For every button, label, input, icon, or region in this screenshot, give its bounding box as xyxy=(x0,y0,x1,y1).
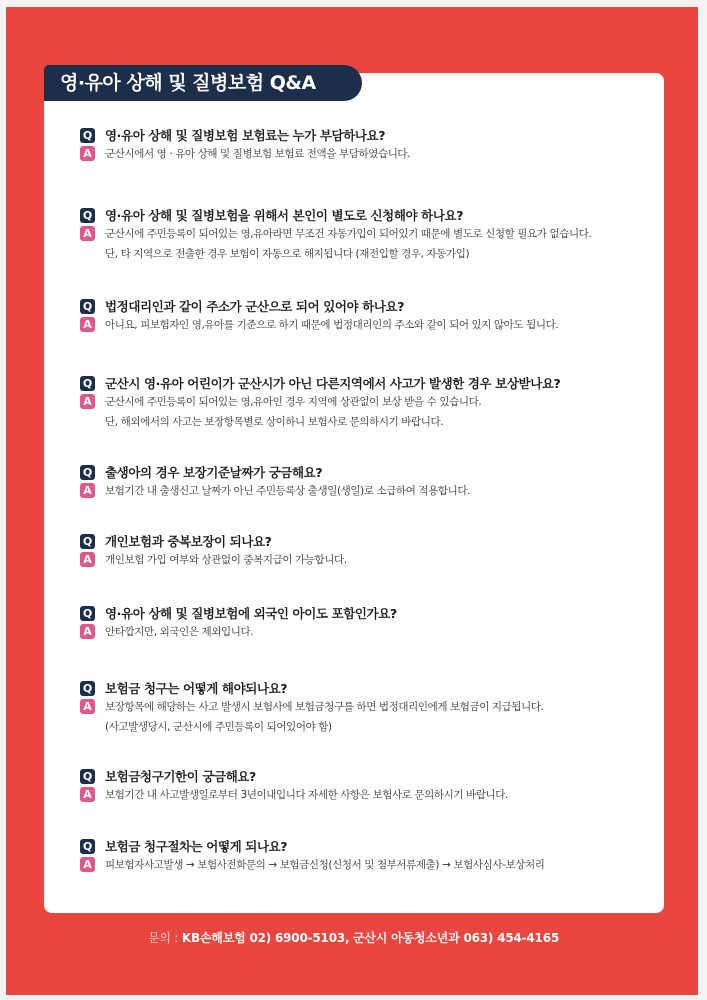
question-row xyxy=(80,839,650,854)
answer-line: (사고발생당시, 군산시에 주민등록이 되어있어야 함) xyxy=(105,721,332,733)
answer-row xyxy=(80,481,650,501)
qa-item xyxy=(80,128,650,164)
a-badge: A xyxy=(80,624,95,639)
a-badge: A xyxy=(80,699,95,714)
answer-text xyxy=(105,855,544,875)
q-badge: Q xyxy=(80,299,95,314)
answer-text xyxy=(105,550,347,570)
answer-row xyxy=(80,550,650,570)
answer-line: 피보험자사고발생 → 보험사전화문의 → 보험금신청(신청서 및 첨부서류제출) → 보험사심사-보상처리 xyxy=(105,859,545,871)
answer-text xyxy=(105,622,253,642)
qa-item xyxy=(80,681,650,737)
question-text: 영·유아 상해 및 질병보험 보험료는 누가 부담하나요? xyxy=(105,128,386,143)
a-badge: A xyxy=(80,317,95,332)
answer-row xyxy=(80,785,650,805)
page-title: 영·유아 상해 및 질병보험 Q&A xyxy=(44,65,362,101)
footer-gunsan-contact: 군산시 아동청소년과 063) 454-4165 xyxy=(352,931,560,945)
answer-line: 아니요, 피보험자인 영,유아를 기준으로 하기 때문에 법정대리인의 주소와 같이 되어 있지 않아도 됩니다. xyxy=(105,319,559,331)
answer-line: 보험기간 내 출생신고 날짜가 아닌 주민등록상 출생일(생일)로 소급하여 적용합니다. xyxy=(105,485,471,497)
answer-line: 단, 타 지역으로 전출한 경우 보험이 자동으로 해지됩니다 (재전입할 경우, 자동가입) xyxy=(105,248,470,260)
q-badge: Q xyxy=(80,128,95,143)
answer-line: 군산시에 주민등록이 되어있는 영,유아인 경우 지역에 상관없이 보상 받을 수 있습니다. xyxy=(105,396,482,408)
question-text: 보험금 청구는 어떻게 해야되나요? xyxy=(105,681,288,696)
contact-footer xyxy=(0,929,707,946)
question-text: 출생아의 경우 보장기준날짜가 궁금해요? xyxy=(105,465,323,480)
question-row xyxy=(80,769,650,784)
question-row xyxy=(80,681,650,696)
answer-line: 보장항목에 해당하는 사고 발생시 보험사에 보험금청구를 하면 법정대리인에게 보험금이 지급됩니다. xyxy=(105,701,544,713)
qa-item xyxy=(80,299,650,335)
question-text: 보험금 청구절차는 어떻게 되나요? xyxy=(105,839,288,854)
question-text: 영·유아 상해 및 질병보험을 위해서 본인이 별도로 신청해야 하나요? xyxy=(105,208,464,223)
q-badge: Q xyxy=(80,839,95,854)
answer-line: 단, 해외에서의 사고는 보장항목별로 상이하니 보험사로 문의하시기 바랍니다. xyxy=(105,416,444,428)
answer-line: 군산시에 주민등록이 되어있는 영,유아라면 무조건 자동가입이 되어있기 때문에 별도로 신청할 필요가 없습니다. xyxy=(105,228,592,240)
a-badge: A xyxy=(80,857,95,872)
q-badge: Q xyxy=(80,606,95,621)
question-text: 군산시 영·유아 어린이가 군산시가 아닌 다른지역에서 사고가 발생한 경우 보상받나요? xyxy=(105,376,561,391)
qa-item xyxy=(80,376,650,432)
answer-text xyxy=(105,392,481,432)
question-row xyxy=(80,128,650,143)
q-badge: Q xyxy=(80,465,95,480)
question-text: 영·유아 상해 및 질병보험에 외국인 아이도 포함인가요? xyxy=(105,606,397,621)
qa-item xyxy=(80,769,650,805)
answer-row xyxy=(80,855,650,875)
qa-item xyxy=(80,534,650,570)
qa-item xyxy=(80,606,650,642)
q-badge: Q xyxy=(80,681,95,696)
answer-row xyxy=(80,622,650,642)
answer-row xyxy=(80,315,650,335)
answer-text xyxy=(105,315,558,335)
answer-text xyxy=(105,144,410,164)
a-badge: A xyxy=(80,394,95,409)
answer-line: 안타깝지만, 외국인은 제외입니다. xyxy=(105,626,254,638)
a-badge: A xyxy=(80,146,95,161)
answer-line: 개인보험 가입 여부와 상관없이 중복지급이 가능합니다. xyxy=(105,554,347,566)
a-badge: A xyxy=(80,552,95,567)
answer-text xyxy=(105,224,591,264)
qa-item xyxy=(80,208,650,264)
answer-text xyxy=(105,481,470,501)
question-row xyxy=(80,208,650,223)
question-text: 법정대리인과 같이 주소가 군산으로 되어 있어야 하나요? xyxy=(105,299,405,314)
a-badge: A xyxy=(80,483,95,498)
question-text: 보험금청구기한이 궁금해요? xyxy=(105,769,256,784)
answer-row xyxy=(80,392,650,432)
question-row xyxy=(80,606,650,621)
answer-text xyxy=(105,697,544,737)
qa-item xyxy=(80,465,650,501)
q-badge: Q xyxy=(80,534,95,549)
qa-item xyxy=(80,839,650,875)
answer-row xyxy=(80,697,650,737)
q-badge: Q xyxy=(80,208,95,223)
a-badge: A xyxy=(80,787,95,802)
answer-row xyxy=(80,224,650,264)
question-row xyxy=(80,299,650,314)
footer-kb-contact: KB손해보험 02) 6900-5103, xyxy=(181,931,350,945)
question-text: 개인보험과 중복보장이 되나요? xyxy=(105,534,272,549)
q-badge: Q xyxy=(80,376,95,391)
a-badge: A xyxy=(80,226,95,241)
answer-row xyxy=(80,144,650,164)
answer-line: 군산시에서 영 · 유아 상해 및 질병보험 보험료 전액을 부담하였습니다. xyxy=(105,148,411,160)
q-badge: Q xyxy=(80,769,95,784)
question-row xyxy=(80,534,650,549)
answer-line: 보험기간 내 사고발생일로부터 3년이내입니다 자세한 사항은 보험사로 문의하시기 바랍니다. xyxy=(105,789,508,801)
question-row xyxy=(80,465,650,480)
question-row xyxy=(80,376,650,391)
footer-label: 문의 : xyxy=(147,931,179,945)
answer-text xyxy=(105,785,508,805)
